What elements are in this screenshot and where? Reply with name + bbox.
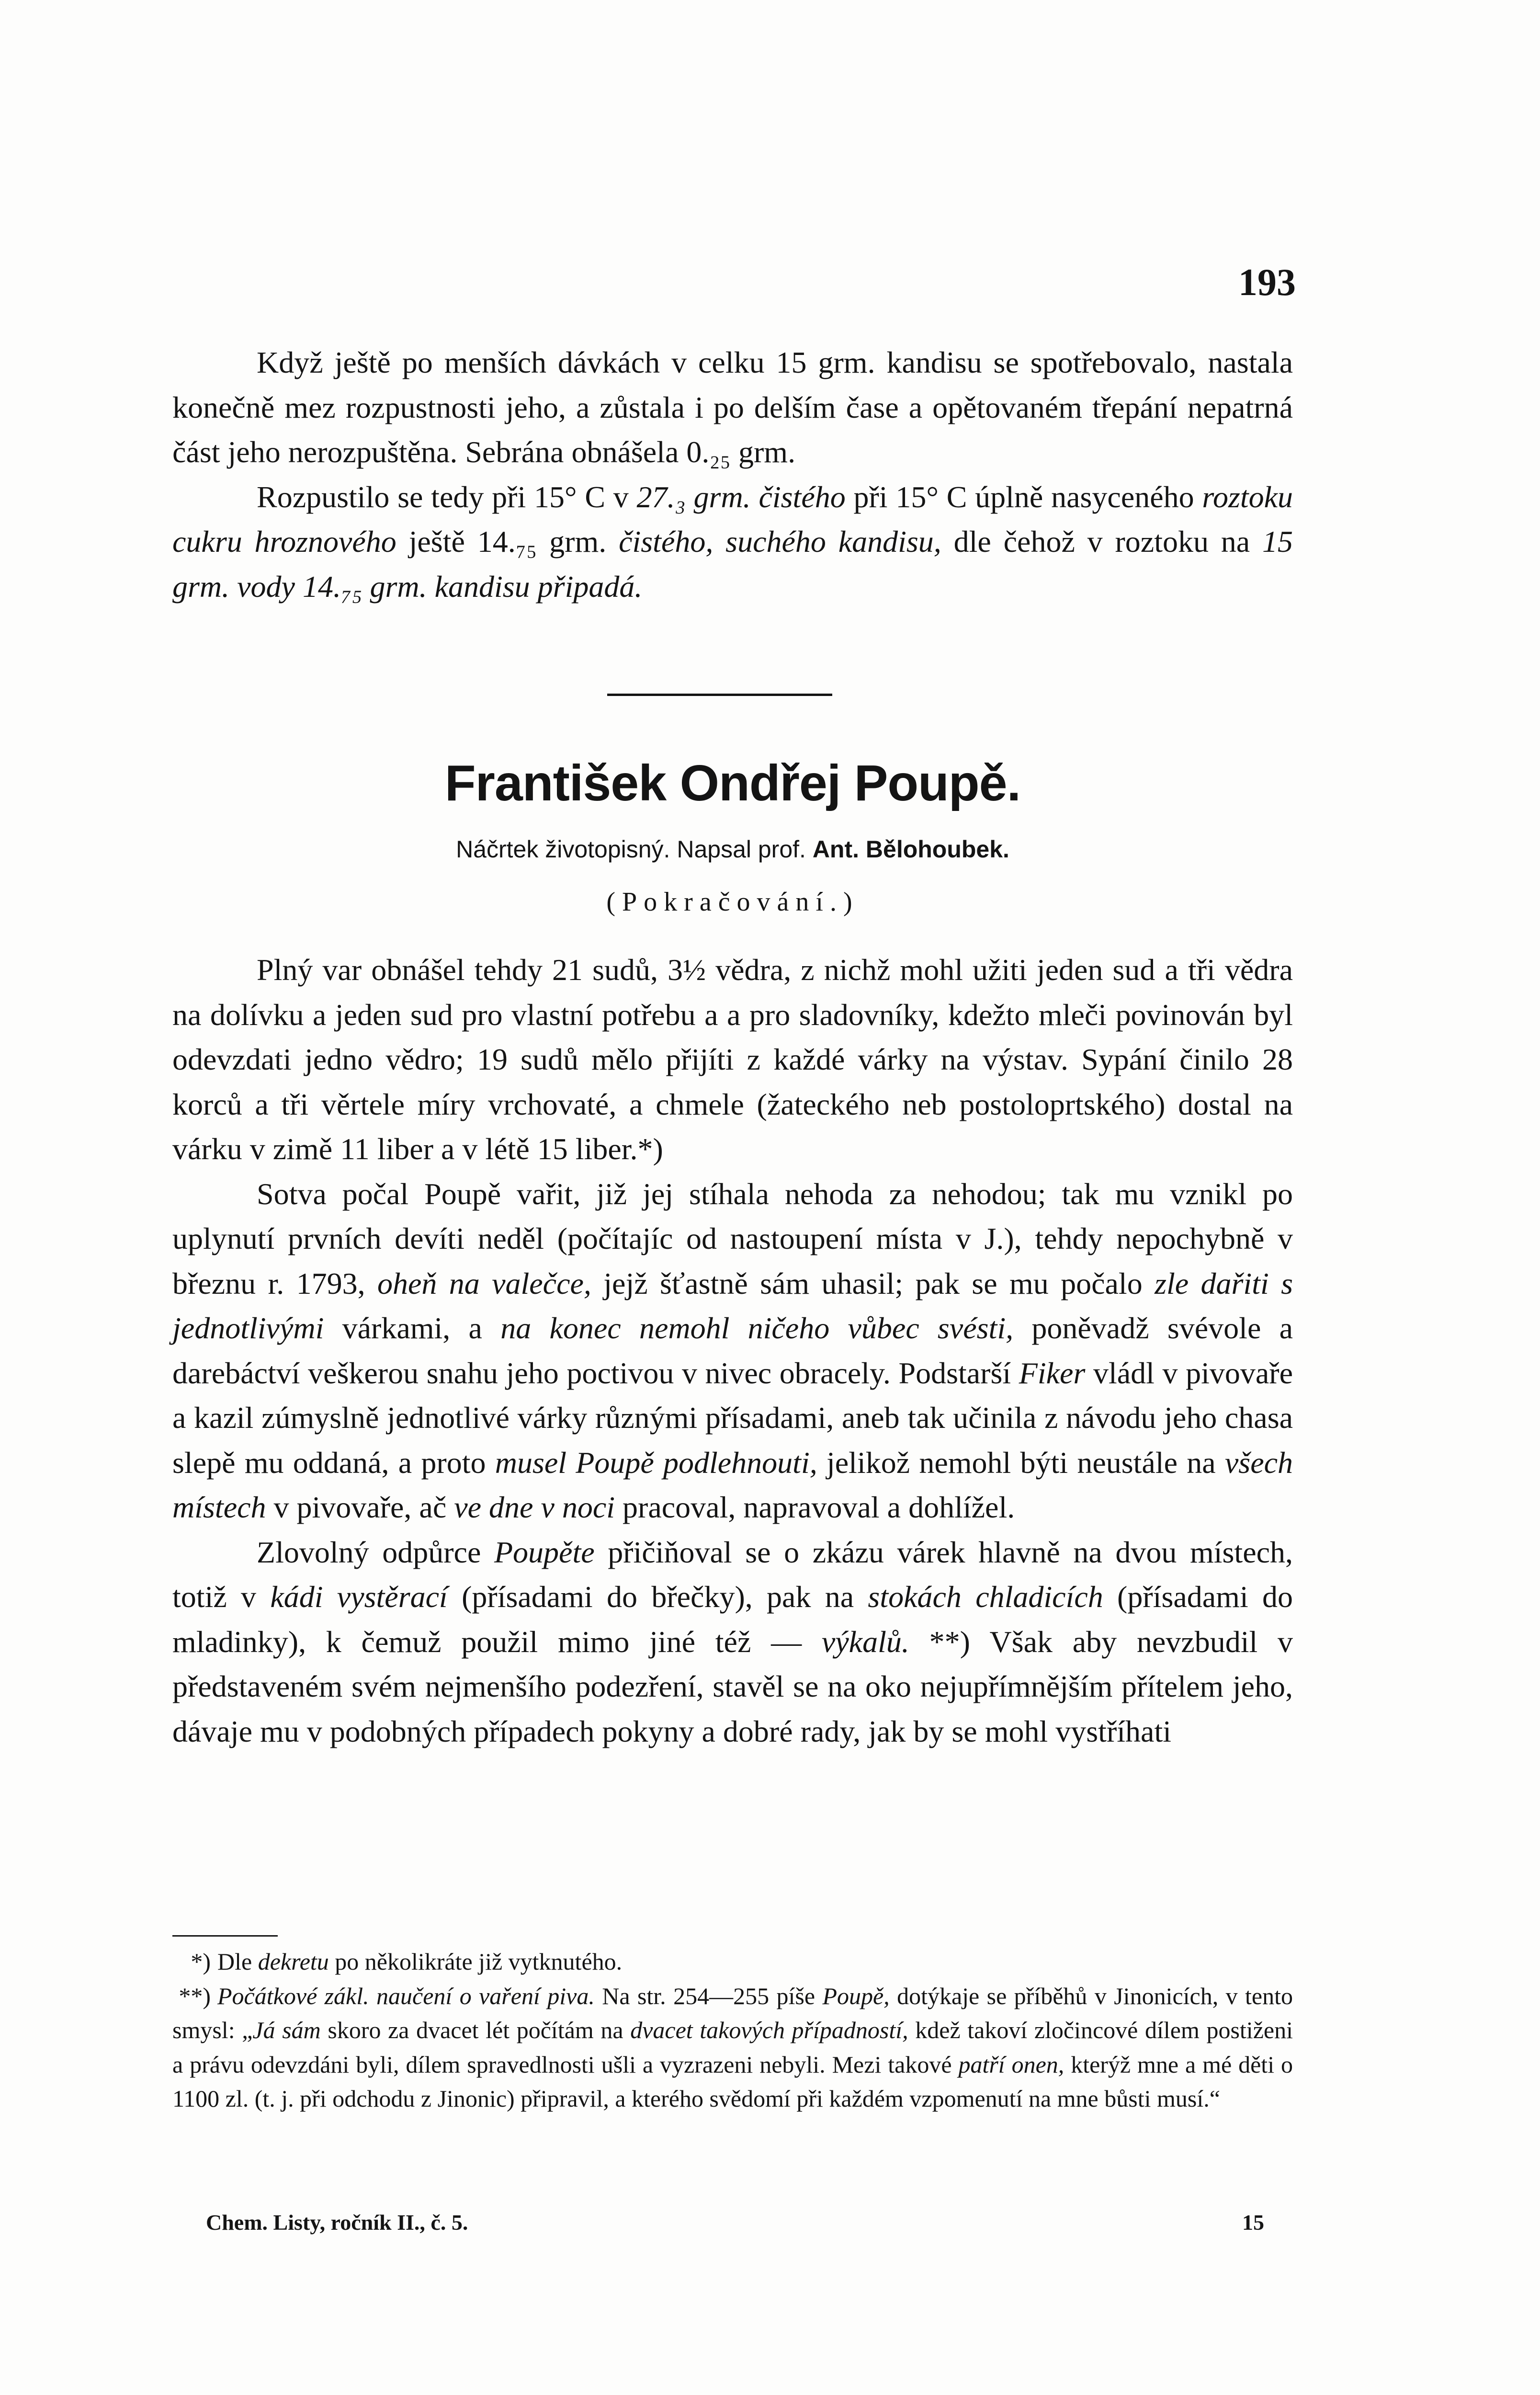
footnote-2: **) Počátkové zákl. naučení o vaření piva. Na str. 254—255 píše Poupě, dotýkaje se příběhů v Jinonicích, v tento smysl: „Já sám skoro za dvacet lét počítám na dvacet takových případností, kdež takoví zločincové dílem postiženi a právu odevzdáni byli, dílem spravedlnosti ušli a vyzrazeni nebyli. Mezi takové patří onen, kterýž mne a mé děti o 1100 zl. (t. j. při odchodu z Jinonic) připravil, a kterého svědomí při každém vzpomenutí na mne bůsti musí.“	[172, 1982, 1293, 2112]
body-paragraph-1: Plný var obnášel tehdy 21 sudů, 3½ vědra, z nichž mohl užiti jeden sud a tři vědra na dolívku a jeden sud pro vlastní potřebu a a pro sladovníky, kdežto mleči povinován byl odevzdati jedno vědro; 19 sudů mělo přijíti z každé várky na výstav. Sypání činilo 28 korců a tři věrtele míry vrchovaté, a chmele (žateckého neb postoloprtského) dostal na várku v zimě 11 liber a v létě 15 liber.*)	[172, 953, 1293, 1166]
article-body	[172, 947, 1293, 1754]
footnotes	[172, 1945, 1293, 2116]
intro-paragraph-1: Když ještě po menších dávkách v celku 15 grm. kandisu se spotřebovalo, nastala konečně mez rozpustnosti jeho, a zůstala i po delším čase a opětovaném třepání nepatrná část jeho nerozpuštěna. Sebrána obnášela 0.₂₅ grm.	[172, 345, 1293, 469]
article-title: František Ondřej Poupě.	[444, 755, 1021, 811]
journal-reference: Chem. Listy, ročník II., č. 5.	[206, 2210, 468, 2235]
continuation-note: (Pokračování.)	[606, 887, 859, 917]
body-paragraph-3: Zlovolný odpůrce Poupěte přičiňoval se o zkázu várek hlavně na dvou místech, totiž v kádi vystěrací (přísadami do břečky), pak na stokách chladicích (přísadami do mladinky), k čemuž použil mimo jiné též — výkalů. **) Však aby nevzbudil v představeném svém nejmenšího podezření, stavěl se na oko nejupřímnějším přítelem jeho, dávaje mu v podobných případech pokyny a dobré rady, jak by se mohl vystříhati	[172, 1535, 1293, 1748]
article-author: Ant. Bělohoubek.	[812, 836, 1009, 863]
article-subtitle: Náčrtek životopisný. Napsal prof. Ant. Bělohoubek.	[456, 836, 1009, 863]
signature-mark: 15	[1242, 2210, 1264, 2235]
intro-section	[172, 340, 1293, 609]
intro-paragraph-2: Rozpustilo se tedy při 15° C v 27.₃ grm. čistého při 15° C úplně nasyceného roztoku cukru hroznového ještě 14.₇₅ grm. čistého, suchého kandisu, dle čehož v roztoku na 15 grm. vody 14.₇₅ grm. kandisu připadá.	[172, 479, 1293, 604]
footnote-divider	[172, 1935, 278, 1937]
page-footer	[206, 2208, 1264, 2237]
page-number: 193	[1238, 262, 1296, 304]
footnote-1: *) Dle dekretu po několikráte již vytknutého.	[191, 1948, 623, 1975]
section-divider	[607, 694, 832, 696]
body-paragraph-2: Sotva počal Poupě vařit, již jej stíhala nehoda za nehodou; tak mu vznikl po uplynutí prvních devíti neděl (počítajíc od nastoupení místa v J.), tehdy nepochybně v březnu r. 1793, oheň na valečce, jejž šťastně sám uhasil; pak se mu počalo zle dařiti s jednotlivými várkami, a na konec nemohl ničeho vůbec svésti, poněvadž svévole a darebáctví veškerou snahu jeho poctivou v nivec obracely. Podstarší Fiker vládl v pivovaře a kazil zúmyslně jednotlivé várky různými přísadami, aneb tak učinila z návodu jeho chasa slepě mu oddaná, a proto musel Poupě podlehnouti, jelikož nemohl býti neustále na všech místech v pivovaře, ač ve dne v noci pracoval, napravoval a dohlížel.	[172, 1176, 1293, 1524]
